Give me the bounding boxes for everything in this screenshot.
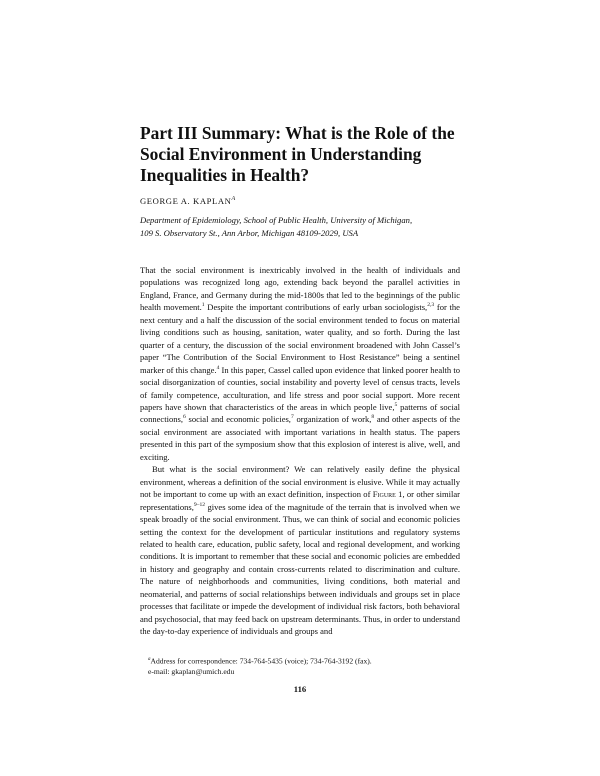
reference-mark: 7 [290, 414, 294, 421]
reference-mark: 4 [216, 364, 220, 371]
correspondence-footnote [148, 655, 468, 678]
reference-mark: 5 [394, 402, 398, 409]
article-body [140, 264, 460, 638]
affiliation-line: 109 S. Observatory St., Ann Arbor, Michigan 48109-2029, USA [140, 227, 359, 238]
footnote-text: Address for correspondence: 734-764-5435 (voice); 734-764-3192 (fax). [150, 656, 372, 666]
figure-reference: Figure [372, 489, 396, 500]
page-number: 116 [293, 684, 307, 694]
body-paragraph [140, 264, 460, 463]
reference-mark: 2,3 [427, 302, 435, 309]
author-name: GEORGE A. KAPLAN [140, 196, 232, 206]
text-run: organization of work, [293, 414, 372, 425]
reference-mark: 6 [182, 414, 186, 421]
text-run: gives some idea of the magnitude of the terrain that is involved when we speak broadly of the social environment. Thus, we can think of social and economic policies setting the context for the development of particular institutions and regulatory systems related to health care, education, public safety, local and regional development, and working conditions. It is important to remember that these social and economic policies are embedded in history and geography and contain cross-currents related to discrimination and culture. The nature of neighborhoods and communities, living conditions, both material and neomaterial, and patterns of social relationships between individuals and groups set in place processes that facilitate or impede the development of individual risk factors, both behavioral and psychosocial, that may feed back on upstream determinants. Thus, in order to understand the day-to-day experience of individuals and groups and [140, 501, 460, 637]
text-run: for the next century and a half the discussion of the social environment tended to focus on material living conditions such as housing, sanitation, water quality, and so forth. During the last quarter of a century, the discussion of the social environment broadened with John Cassel’s paper “The Contribution of the Social Environment to Host Resistance” being a sentinel marker of this change. [140, 302, 460, 375]
text-run: social and economic policies, [185, 414, 291, 425]
article-title: Part III Summary: What is the Role of the Social Environment in Understanding Inequalities in Health? [140, 123, 455, 185]
text-run: and other aspects of the social environment are associated with important variations in health status. The papers presented in this part of the symposium show that this explosion of interest is alive, well, and exciting. [140, 414, 460, 462]
text-run: But what is the social environment? We can relatively easily define the physical environment, whereas a definition of the social environment is elusive. While it may actually not be important to come up with an exact definition, inspection of [140, 464, 460, 500]
author-affiliation [140, 214, 460, 239]
reference-mark: 8 [371, 414, 375, 421]
text-run: 1, or other similar representations, [140, 489, 460, 512]
affiliation-line: Department of Epidemiology, School of Public Health, University of Michigan, [140, 215, 413, 225]
footnote-line [148, 655, 468, 667]
author-line [140, 196, 235, 206]
text-run: Despite the important contributions of early urban sociologists, [204, 302, 428, 313]
footnote-email: e-mail: gkaplan@umich.edu [148, 667, 235, 677]
footnote-mark: a [148, 657, 151, 662]
text-run: patterns of social connections, [140, 401, 460, 425]
text-run: In this paper, Cassel called upon evidence that linked poorer health to social disorganization of counties, social instability and poverty level of census tracts, levels of family competence, acculturation, and life stress and poor social support. More recent papers have shown that characteristics of the areas in which people live, [140, 364, 460, 412]
author-footnote-mark: A [231, 196, 236, 203]
body-paragraph [140, 463, 460, 637]
text-run: That the social environment is inextricably involved in the health of individuals and populations was recognized long ago, extending back beyond the parallel activities in England, France, and Germany during the mid-1800s that led to the beginnings of the public health movement. [140, 265, 460, 313]
reference-mark: 1 [201, 302, 205, 309]
reference-mark: 9–12 [193, 501, 206, 508]
